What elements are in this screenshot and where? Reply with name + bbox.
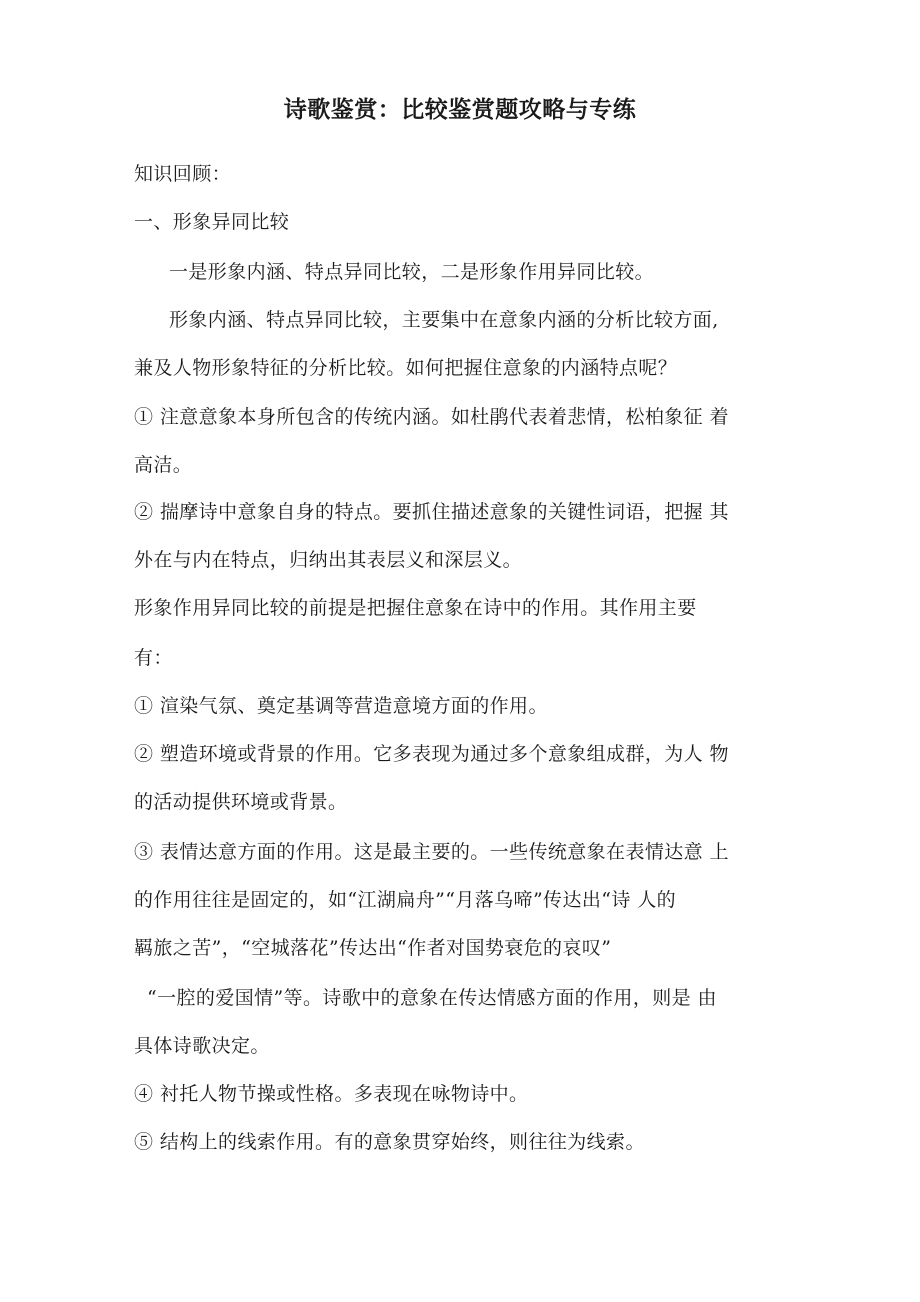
list-item-line: 的作用往往是固定的，如“江湖扁舟”“月落乌啼”传达出“诗 人的: [134, 889, 677, 911]
list-item-line: 高洁。: [134, 454, 193, 476]
paragraph-line: 形象作用异同比较的前提是把握住意象在诗中的作用。其作用主要: [134, 597, 697, 619]
text-line: 知识回顾：: [134, 163, 232, 185]
list-item-line: 具体诗歌决定。: [134, 1035, 270, 1057]
list-item-line: 的活动提供环境或背景。: [134, 791, 348, 813]
section-heading: 一、形象异同比较: [134, 211, 290, 233]
paragraph-line: 有：: [134, 647, 173, 669]
paragraph-line: 形象内涵、特点异同比较，主要集中在意象内涵的分析比较方面,: [169, 309, 719, 331]
list-item-line: “一腔的爱国情”等。诗歌中的意象在传达情感方面的作用，则是 由: [147, 987, 717, 1009]
list-item-line: ① 注意意象本身所包含的传统内涵。如杜鹃代表着悲情，松柏象征 着: [134, 406, 729, 428]
paragraph-line: 一是形象内涵、特点异同比较，二是形象作用异同比较。: [169, 261, 655, 283]
list-item-line: 外在与内在特点，归纳出其表层义和深层义。: [134, 549, 523, 571]
list-item-line: 羁旅之苦”，“空城落花”传达出“作者对国势衰危的哀叹”: [134, 937, 612, 959]
list-item-line: ⑤ 结构上的线索作用。有的意象贯穿始终，则往往为线索。: [134, 1131, 645, 1153]
page-title: 诗歌鉴赏：比较鉴赏题攻略与专练: [283, 97, 637, 123]
list-item-line: ④ 衬托人物节操或性格。多表现在咏物诗中。: [134, 1083, 529, 1105]
list-item-line: ② 揣摩诗中意象自身的特点。要抓住描述意象的关键性词语，把握 其: [134, 501, 729, 523]
list-item-line: ② 塑造环境或背景的作用。它多表现为通过多个意象组成群，为人 物: [134, 743, 729, 765]
list-item-line: ① 渲染气氛、奠定基调等营造意境方面的作用。: [134, 695, 548, 717]
list-item-line: ③ 表情达意方面的作用。这是最主要的。一些传统意象在表情达意 上: [134, 841, 729, 863]
paragraph-line: 兼及人物形象特征的分析比较。如何把握住意象的内涵特点呢？: [134, 357, 678, 379]
